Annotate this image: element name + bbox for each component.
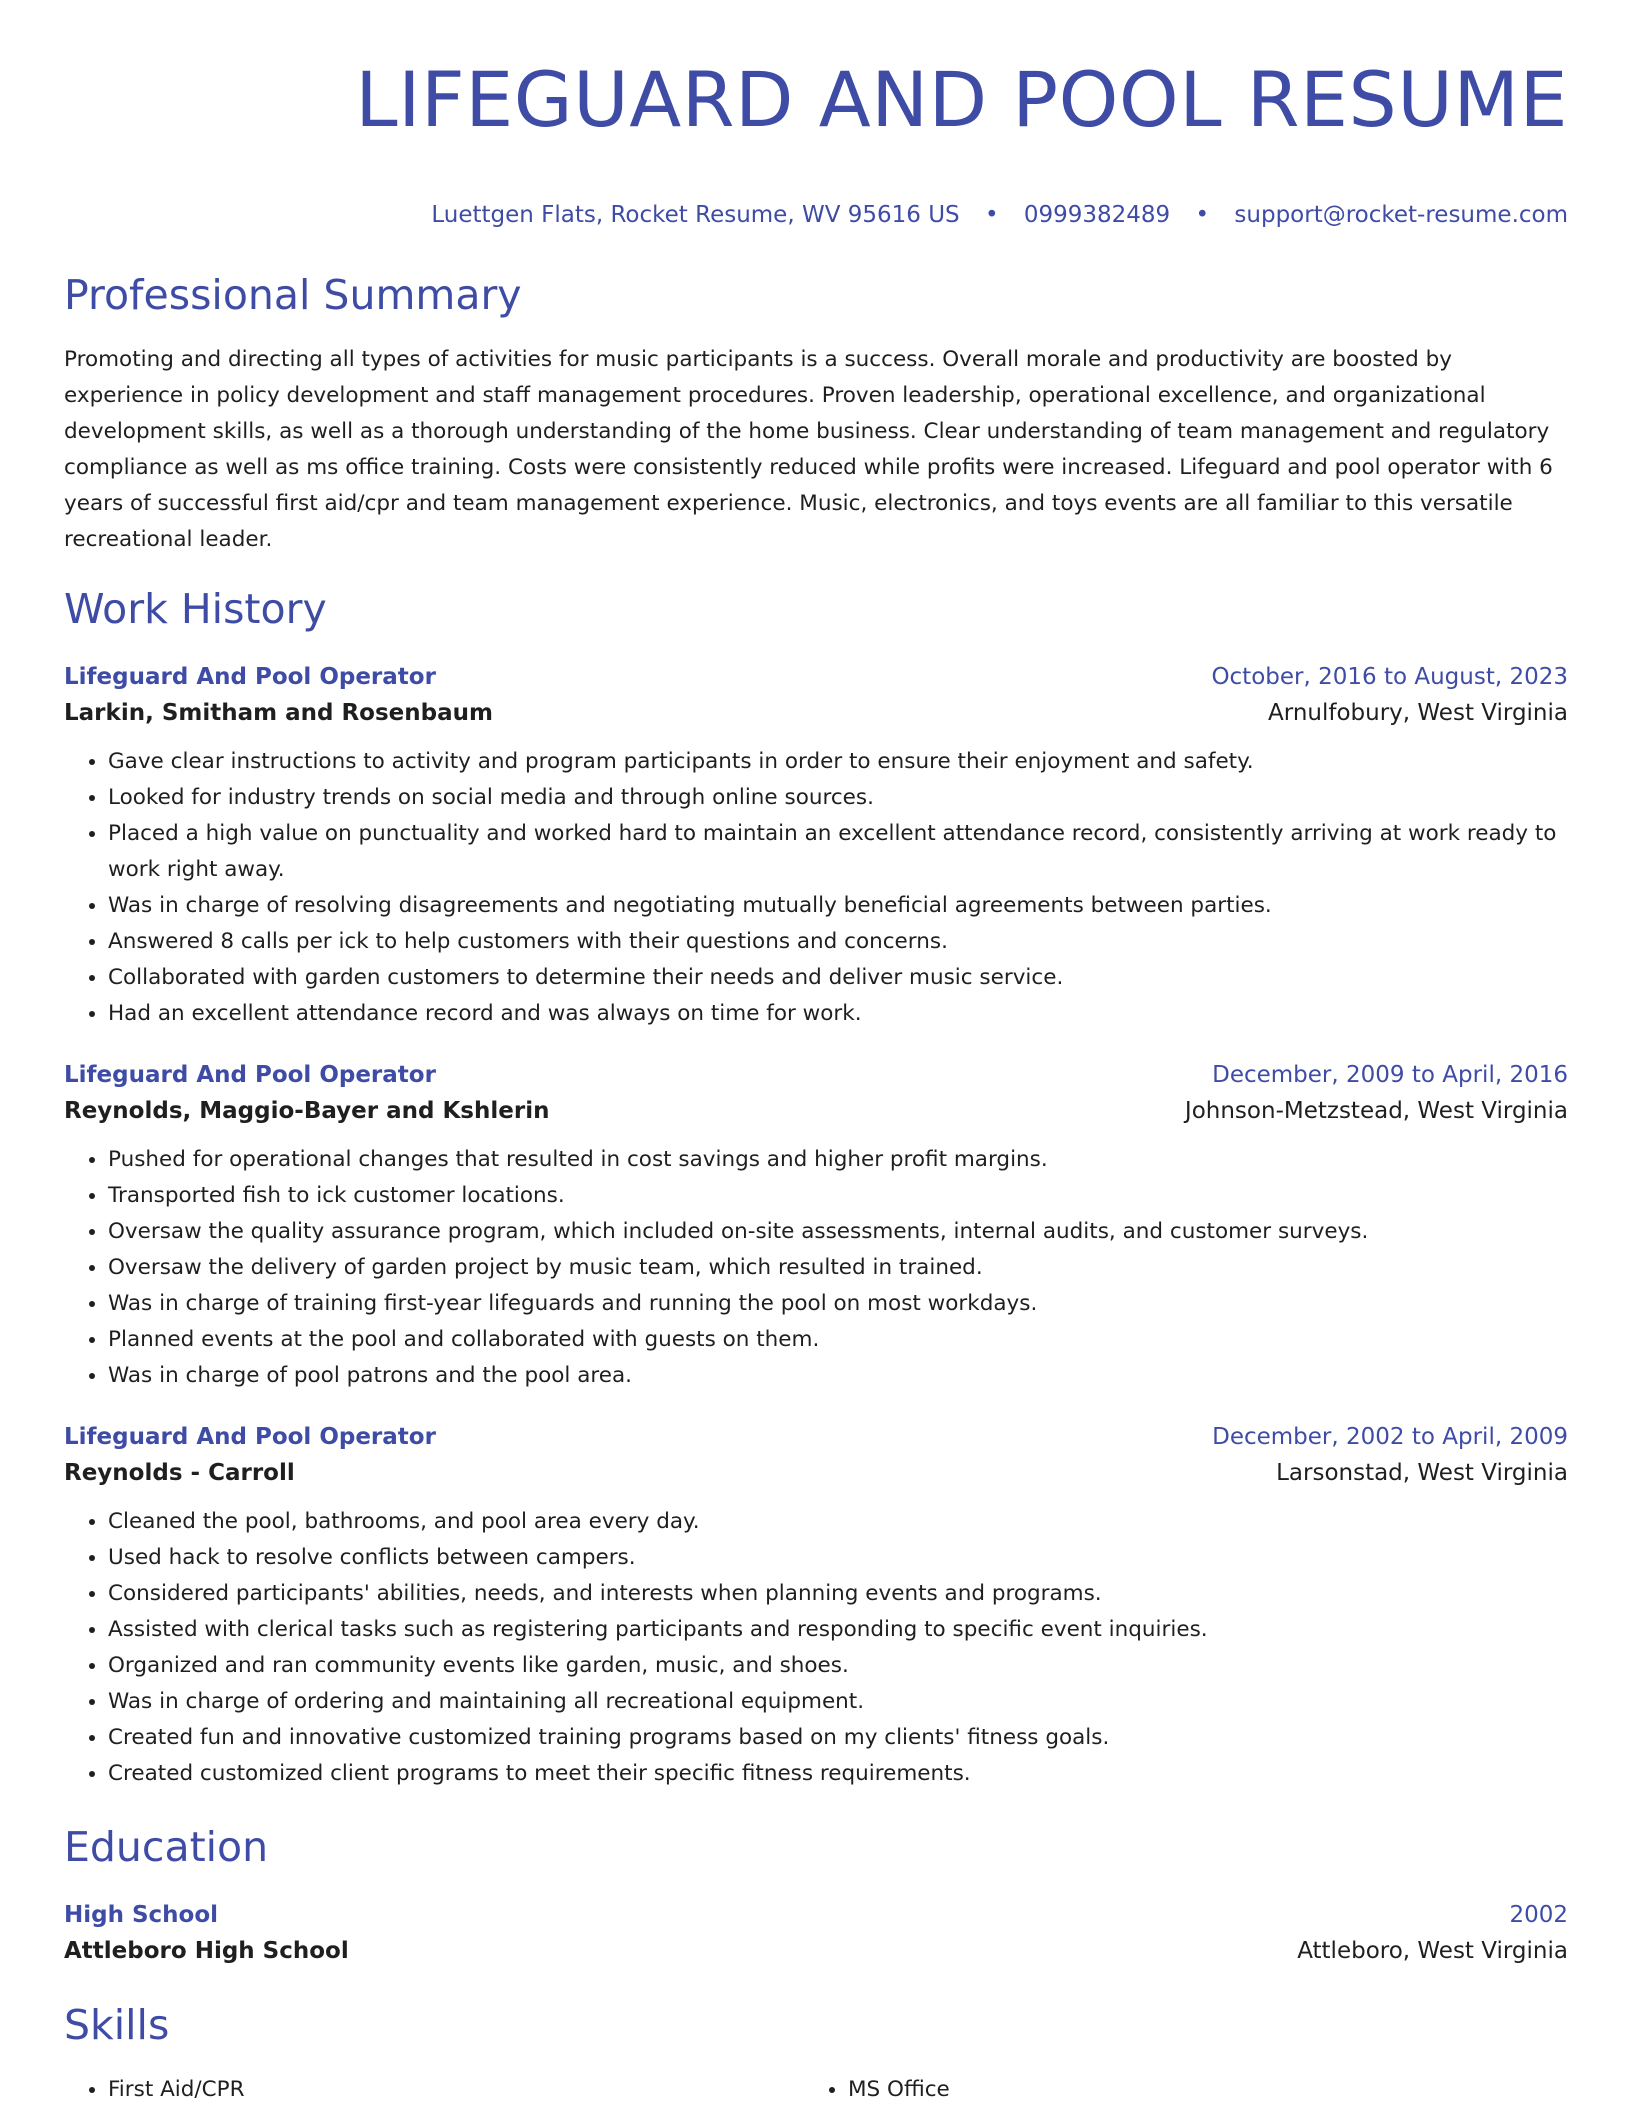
skills-column-right [804,2072,1544,2108]
job-bullet: • Transported fish to ick customer locations. [108,1178,1568,1214]
job-bullet: • Was in charge of pool patrons and the pool area. [108,1358,1568,1394]
job-company: Larkin, Smitham and Rosenbaum [64,700,493,726]
job-location: Arnulfobury, West Virginia [1268,700,1568,726]
contact-line [64,200,1568,230]
job-location: Johnson-Metzstead, West Virginia [1184,1098,1568,1124]
job-role: Lifeguard And Pool Operator [64,1062,436,1088]
skills-heading: Skills [64,2001,170,2049]
job-bullet: • Answered 8 calls per ick to help customers with their questions and concerns. [108,924,1568,960]
job-bullet: • Looked for industry trends on social media and through online sources. [108,780,1568,816]
job-location: Larsonstad, West Virginia [1276,1460,1568,1486]
job-bullets [64,1142,1568,1394]
job-bullet: • Had an excellent attendance record and was always on time for work. [108,996,1568,1032]
education-entry [64,1898,1568,1970]
job-bullets [64,744,1568,1032]
job-entry [64,660,1568,1032]
contact-separator: • [984,202,999,228]
job-bullet: • Was in charge of ordering and maintaining all recreational equipment. [108,1684,1568,1720]
resume-header [64,0,1568,230]
contact-email: support@rocket-resume.com [1234,202,1568,228]
job-bullet: • Was in charge of training first-year lifeguards and running the pool on most workdays. [108,1286,1568,1322]
education-degree: High School [64,1902,219,1928]
resume-title: LIFEGUARD AND POOL RESUME [355,55,1568,144]
education-year: 2002 [1509,1902,1568,1928]
work-history-heading: Work History [64,585,327,633]
job-bullet: • Pushed for operational changes that resulted in cost savings and higher profit margins. [108,1142,1568,1178]
job-dates: December, 2009 to April, 2016 [1212,1062,1568,1088]
education-school: Attleboro High School [64,1938,349,1964]
summary-heading: Professional Summary [64,271,522,319]
job-entry [64,1420,1568,1792]
job-bullet: • Was in charge of resolving disagreements and negotiating mutually beneficial agreements between parties. [108,888,1568,924]
skill-item: • MS Office [848,2072,1544,2108]
job-bullet: • Used hack to resolve conflicts between campers. [108,1540,1568,1576]
job-bullet: • Planned events at the pool and collaborated with guests on them. [108,1322,1568,1358]
job-role: Lifeguard And Pool Operator [64,664,436,690]
job-entry [64,1058,1568,1394]
job-dates: December, 2002 to April, 2009 [1212,1424,1568,1450]
skill-item: • First Aid/CPR [108,2072,804,2108]
contact-address: Luettgen Flats, Rocket Resume, WV 95616 US [431,202,960,228]
job-bullet: • Oversaw the quality assurance program, which included on-site assessments, internal audits, and customer surveys. [108,1214,1568,1250]
job-bullet: • Created fun and innovative customized training programs based on my clients' fitness goals. [108,1720,1568,1756]
job-company: Reynolds, Maggio-Bayer and Kshlerin [64,1098,550,1124]
job-bullet: • Considered participants' abilities, needs, and interests when planning events and programs. [108,1576,1568,1612]
skills-column-left [64,2072,804,2108]
job-dates: October, 2016 to August, 2023 [1211,664,1568,690]
contact-separator: • [1195,202,1210,228]
job-bullet: • Organized and ran community events like garden, music, and shoes. [108,1648,1568,1684]
education-heading: Education [64,1823,269,1871]
job-company: Reynolds - Carroll [64,1460,295,1486]
job-role: Lifeguard And Pool Operator [64,1424,436,1450]
education-location: Attleboro, West Virginia [1297,1938,1568,1964]
job-bullet: • Collaborated with garden customers to determine their needs and deliver music service. [108,960,1568,996]
job-bullet: • Placed a high value on punctuality and worked hard to maintain an excellent attendance record, consistently arriving at work ready to work right away. [108,816,1568,888]
job-bullets [64,1504,1568,1792]
job-bullet: • Created customized client programs to meet their specific fitness requirements. [108,1756,1568,1792]
job-bullet: • Oversaw the delivery of garden project by music team, which resulted in trained. [108,1250,1568,1286]
job-bullet: • Gave clear instructions to activity and program participants in order to ensure their enjoyment and safety. [108,744,1568,780]
skills-list [64,2072,1568,2108]
job-bullet: • Assisted with clerical tasks such as registering participants and responding to specific event inquiries. [108,1612,1568,1648]
job-bullet: • Cleaned the pool, bathrooms, and pool area every day. [108,1504,1568,1540]
summary-text: Promoting and directing all types of activities for music participants is a success. Overall morale and productivity are boosted by experience in policy development and staff management procedures. Proven leadership, operational excellence, and organizational development skills, as well as a thorough understanding of the home business. Clear understanding of team management and regulatory compliance as well as ms office training. Costs were consistently reduced while profits were increased. Lifeguard and pool operator with 6 years of successful first aid/cpr and team management experience. Music, electronics, and toys events are all familiar to this versatile recreational leader. [64,347,1553,552]
contact-phone: 0999382489 [1023,202,1171,228]
